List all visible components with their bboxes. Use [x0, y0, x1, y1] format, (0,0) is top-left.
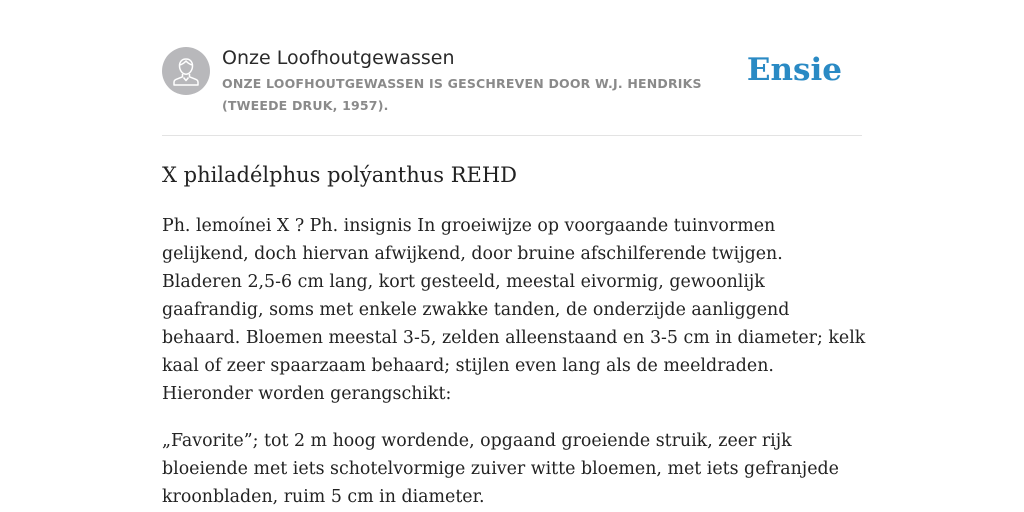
header-divider — [162, 135, 862, 136]
book-header — [162, 44, 862, 116]
person-icon[interactable] — [162, 47, 210, 95]
ensie-logo[interactable]: Ensie — [746, 52, 842, 88]
entry-paragraph: Ph. lemoínei X ? Ph. insignis In groeiwijze op voorgaande tuinvormen gelijkend, doch hiervan afwijkend, door bruine afschilferende twijgen. Bladeren 2,5-6 cm lang, kort gesteeld, meestal eivormig, gewoonlijk gaafrandig, soms met enkele zwakke tanden, de onderzijde aanliggend behaard. Bloemen meestal 3-5, zelden alleenstaand en 3-5 cm in diameter; kelk kaal of zeer spaarzaam behaard; stijlen even lang als de meeldraden. Hieronder worden gerangschikt: — [162, 216, 866, 404]
entry-paragraph: „Favorite”; tot 2 m hoog wordende, opgaand groeiende struik, zeer rijk bloeiende met iets schotelvormige zuiver witte bloemen, met iets gefranjede kroonbladen, ruim 5 cm in diameter. — [162, 431, 839, 507]
book-title[interactable]: Onze Loofhoutgewassen — [222, 47, 455, 69]
book-subtitle: ONZE LOOFHOUTGEWASSEN IS GESCHREVEN DOOR W.J. HENDRIKS (TWEEDE DRUK, 1957). — [222, 76, 702, 113]
entry-content — [162, 212, 866, 512]
entry-title: X philadélphus polýanthus REHD — [162, 163, 518, 187]
